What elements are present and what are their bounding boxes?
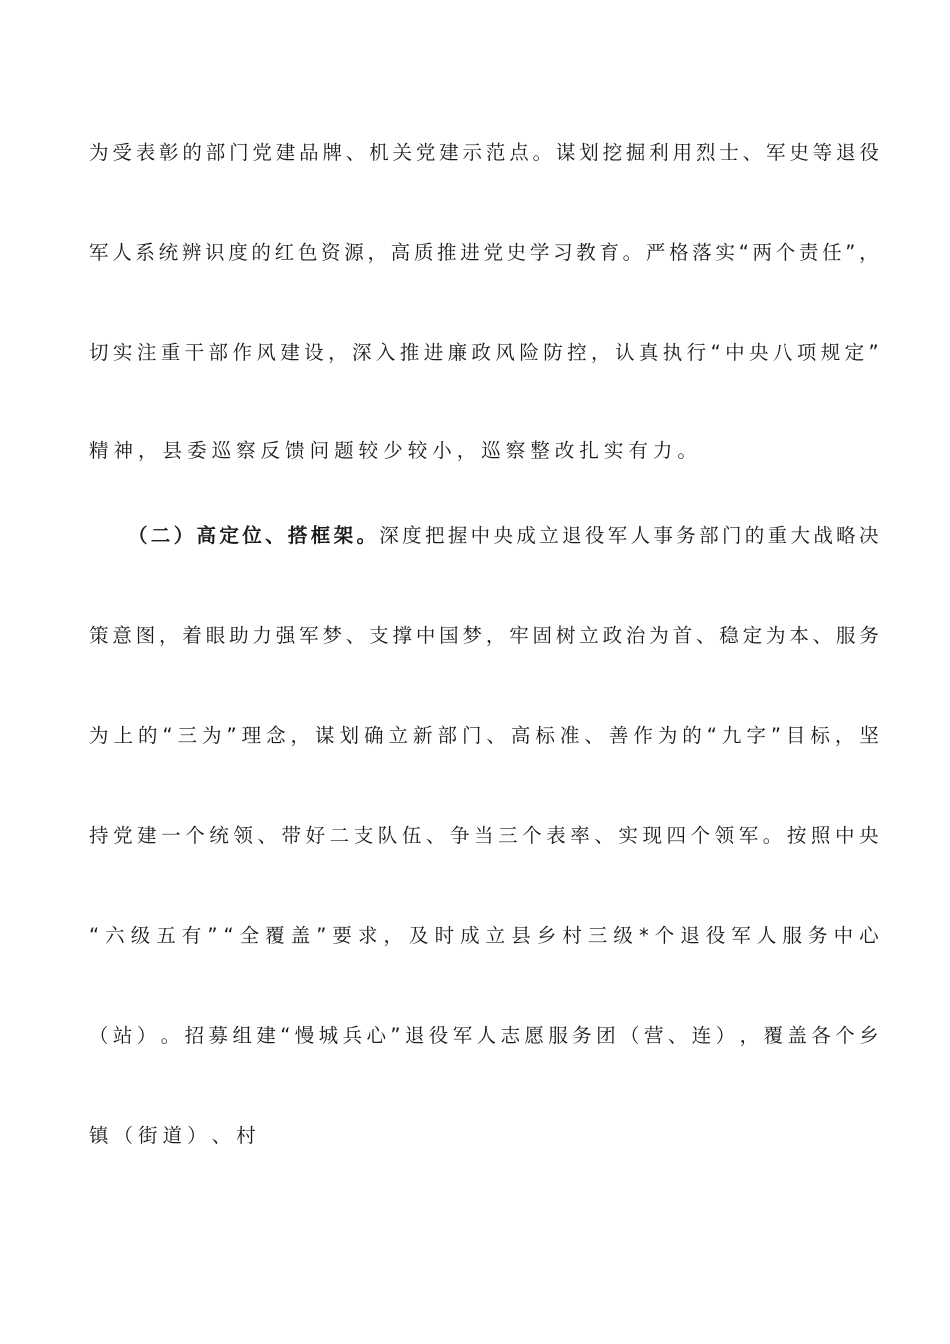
paragraph-line-10: （ 站 ） 。 招 募 组 建 “ 慢 城 兵 心 ” 退 役 军 人 志 愿 服 务 团 （ 营 、 连 ） ， 覆 盖 各 个 乡 [89,1024,879,1047]
paragraph-line-2: 军 人 系 统 辨 识 度 的 红 色 资 源 ， 高 质 推 进 党 史 学 习 教 育 。 严 格 落 实 “ 两 个 责 任 ” ， [89,241,879,264]
paragraph-line-8: 持 党 建 一 个 统 领 、 带 好 二 支 队 伍 、 争 当 三 个 表 率 、 实 现 四 个 领 军 。 按 照 中 央 [89,824,879,847]
paragraph-line-9: “ 六 级 五 有 ” “ 全 覆 盖 ” 要 求 ， 及 时 成 立 县 乡 村 三 级 * 个 退 役 军 人 服 务 中 心 [89,924,879,947]
paragraph-line-1: 为 受 表 彰 的 部 门 党 建 品 牌 、 机 关 党 建 示 范 点 。 谋 划 挖 掘 利 用 烈 士 、 军 史 等 退 役 [89,141,879,164]
paragraph-line-6: 策 意 图 ， 着 眼 助 力 强 军 梦 、 支 撑 中 国 梦 ， 牢 固 树 立 政 治 为 首 、 稳 定 为 本 、 服 务 [89,624,879,647]
paragraph-line-3: 切 实 注 重 干 部 作 风 建 设 ， 深 入 推 进 廉 政 风 险 防 控 ， 认 真 执 行 “ 中 央 八 项 规 定 ” [89,341,879,364]
paragraph-line-4: 精 神 ， 县 委 巡 察 反 馈 问 题 较 少 较 小 ， 巡 察 整 改 扎 实 有 力 。 [89,439,702,462]
paragraph-line-7: 为 上 的 “ 三 为 ” 理 念 ， 谋 划 确 立 新 部 门 、 高 标 准 、 善 作 为 的 “ 九 字 ” 目 标 ， 坚 [89,724,879,747]
section-first-line: （ 二 ） 高 定 位 、 搭 框 架 。 深 度 把 握 中 央 成 立 退 役 军 人 事 务 部 门 的 重 大 战 略 决 [128,524,879,547]
paragraph-line-11: 镇 （ 街 道 ） 、 村 [89,1124,261,1147]
